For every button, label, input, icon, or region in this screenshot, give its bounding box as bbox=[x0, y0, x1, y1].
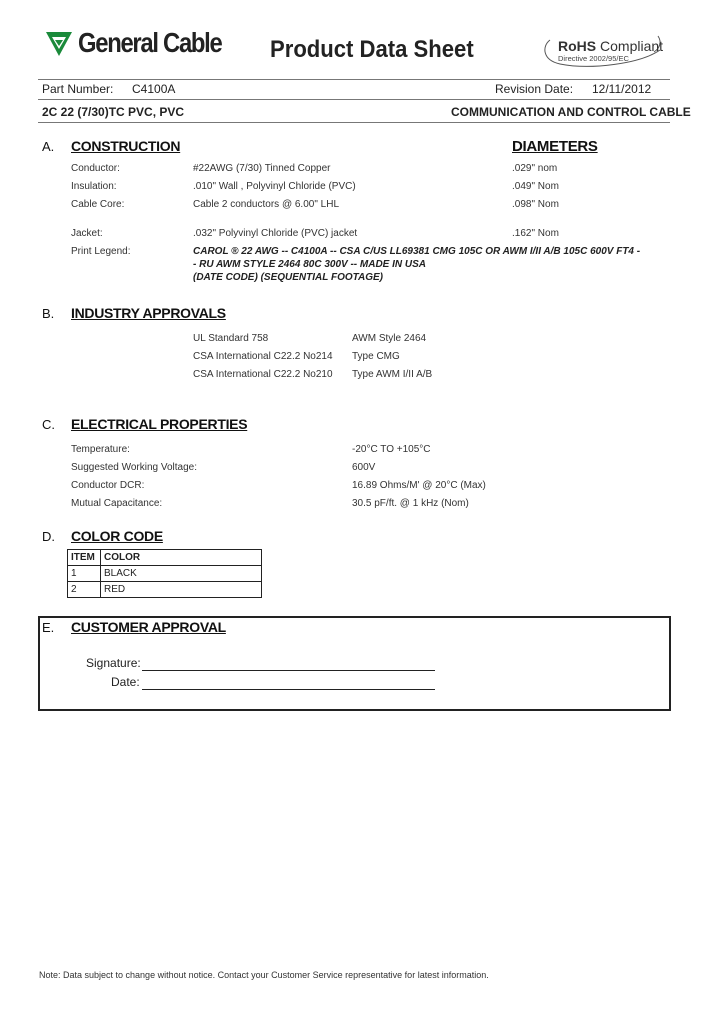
date-label: Date: bbox=[111, 675, 140, 689]
table-cell-color: BLACK bbox=[101, 566, 262, 582]
diameter-insulation: .049" Nom bbox=[512, 181, 559, 192]
section-e-title: CUSTOMER APPROVAL bbox=[71, 619, 226, 635]
diameter-jacket: .162" Nom bbox=[512, 228, 559, 239]
rohs-directive: Directive 2002/95/EC bbox=[558, 54, 629, 63]
divider-mid bbox=[38, 99, 670, 100]
approval-type-3: Type AWM I/II A/B bbox=[352, 369, 433, 380]
table-row bbox=[68, 566, 262, 582]
section-a-letter: A. bbox=[42, 139, 55, 154]
construction-value-conductor: #22AWG (7/30) Tinned Copper bbox=[193, 163, 331, 174]
date-field[interactable] bbox=[142, 689, 435, 690]
color-code-table bbox=[67, 549, 262, 598]
electrical-label-dcr: Conductor DCR: bbox=[71, 480, 145, 491]
section-d-letter: D. bbox=[42, 529, 55, 544]
construction-value-insulation: .010" Wall , Polyvinyl Chloride (PVC) bbox=[193, 181, 356, 192]
divider-top bbox=[38, 79, 670, 80]
table-cell-color: RED bbox=[101, 582, 262, 598]
part-number-value: C4100A bbox=[132, 82, 176, 96]
approval-type-2: Type CMG bbox=[352, 351, 400, 362]
rohs-rest: Compliant bbox=[596, 38, 664, 54]
logo-mark-icon bbox=[44, 28, 74, 58]
construction-value-jacket: .032" Polyvinyl Chloride (PVC) jacket bbox=[193, 228, 358, 239]
table-header-item: ITEM bbox=[68, 550, 101, 566]
section-c-letter: C. bbox=[42, 417, 55, 432]
company-name: General Cable bbox=[78, 27, 222, 58]
part-number-label: Part Number: bbox=[42, 82, 114, 96]
signature-field[interactable] bbox=[142, 670, 435, 671]
rohs-bold: RoHS bbox=[558, 38, 597, 54]
table-header-color: COLOR bbox=[101, 550, 262, 566]
table-cell-item: 1 bbox=[68, 566, 101, 582]
print-legend-line-1: CAROL ® 22 AWG -- C4100A -- CSA C/US LL69381 CMG 105C OR AWM I/II A/B 105C 600V FT4 - bbox=[193, 246, 641, 257]
page-title: Product Data Sheet bbox=[270, 36, 474, 63]
diameters-title: DIAMETERS bbox=[512, 138, 598, 155]
diameter-conductor: .029" nom bbox=[512, 163, 558, 174]
electrical-value-capacitance: 30.5 pF/ft. @ 1 kHz (Nom) bbox=[352, 498, 469, 509]
product-type: COMMUNICATION AND CONTROL CABLE bbox=[451, 105, 691, 119]
electrical-label-temperature: Temperature: bbox=[71, 444, 130, 455]
revision-date-label: Revision Date: bbox=[495, 82, 574, 96]
electrical-value-temperature: -20°C TO +105°C bbox=[352, 444, 431, 455]
print-legend-line-3: (DATE CODE) (SEQUENTIAL FOOTAGE) bbox=[193, 272, 383, 283]
table-header-row bbox=[68, 550, 262, 566]
section-b-title: INDUSTRY APPROVALS bbox=[71, 305, 226, 321]
construction-label-cable-core: Cable Core: bbox=[71, 199, 125, 210]
diameter-cable-core: .098" Nom bbox=[512, 199, 559, 210]
divider-bottom bbox=[38, 122, 670, 123]
electrical-value-dcr: 16.89 Ohms/M' @ 20°C (Max) bbox=[352, 480, 486, 491]
print-legend-line-2: - RU AWM STYLE 2464 80C 300V -- MADE IN USA bbox=[193, 259, 427, 270]
section-a-title: CONSTRUCTION bbox=[71, 138, 181, 154]
approval-standard-1: UL Standard 758 bbox=[193, 333, 269, 344]
approval-type-1: AWM Style 2464 bbox=[352, 333, 427, 344]
rohs-label bbox=[558, 38, 663, 54]
construction-value-cable-core: Cable 2 conductors @ 6.00" LHL bbox=[193, 199, 340, 210]
construction-label-conductor: Conductor: bbox=[71, 163, 120, 174]
electrical-label-capacitance: Mutual Capacitance: bbox=[71, 498, 163, 509]
table-cell-item: 2 bbox=[68, 582, 101, 598]
construction-label-insulation: Insulation: bbox=[71, 181, 117, 192]
approval-standard-3: CSA International C22.2 No210 bbox=[193, 369, 333, 380]
approval-standard-2: CSA International C22.2 No214 bbox=[193, 351, 333, 362]
section-e-letter: E. bbox=[42, 620, 55, 635]
table-row bbox=[68, 582, 262, 598]
electrical-label-voltage: Suggested Working Voltage: bbox=[71, 462, 198, 473]
revision-date-value: 12/11/2012 bbox=[592, 82, 652, 96]
construction-label-jacket: Jacket: bbox=[71, 228, 103, 239]
section-c-title: ELECTRICAL PROPERTIES bbox=[71, 416, 248, 432]
electrical-value-voltage: 600V bbox=[352, 462, 376, 473]
footer-note: Note: Data subject to change without notice. Contact your Customer Service representative for latest information. bbox=[39, 970, 489, 980]
section-d-title: COLOR CODE bbox=[71, 528, 163, 544]
section-b-letter: B. bbox=[42, 306, 55, 321]
product-description: 2C 22 (7/30)TC PVC, PVC bbox=[42, 105, 185, 119]
signature-label: Signature: bbox=[86, 656, 141, 670]
company-logo bbox=[44, 28, 74, 58]
print-legend-label: Print Legend: bbox=[71, 246, 131, 257]
